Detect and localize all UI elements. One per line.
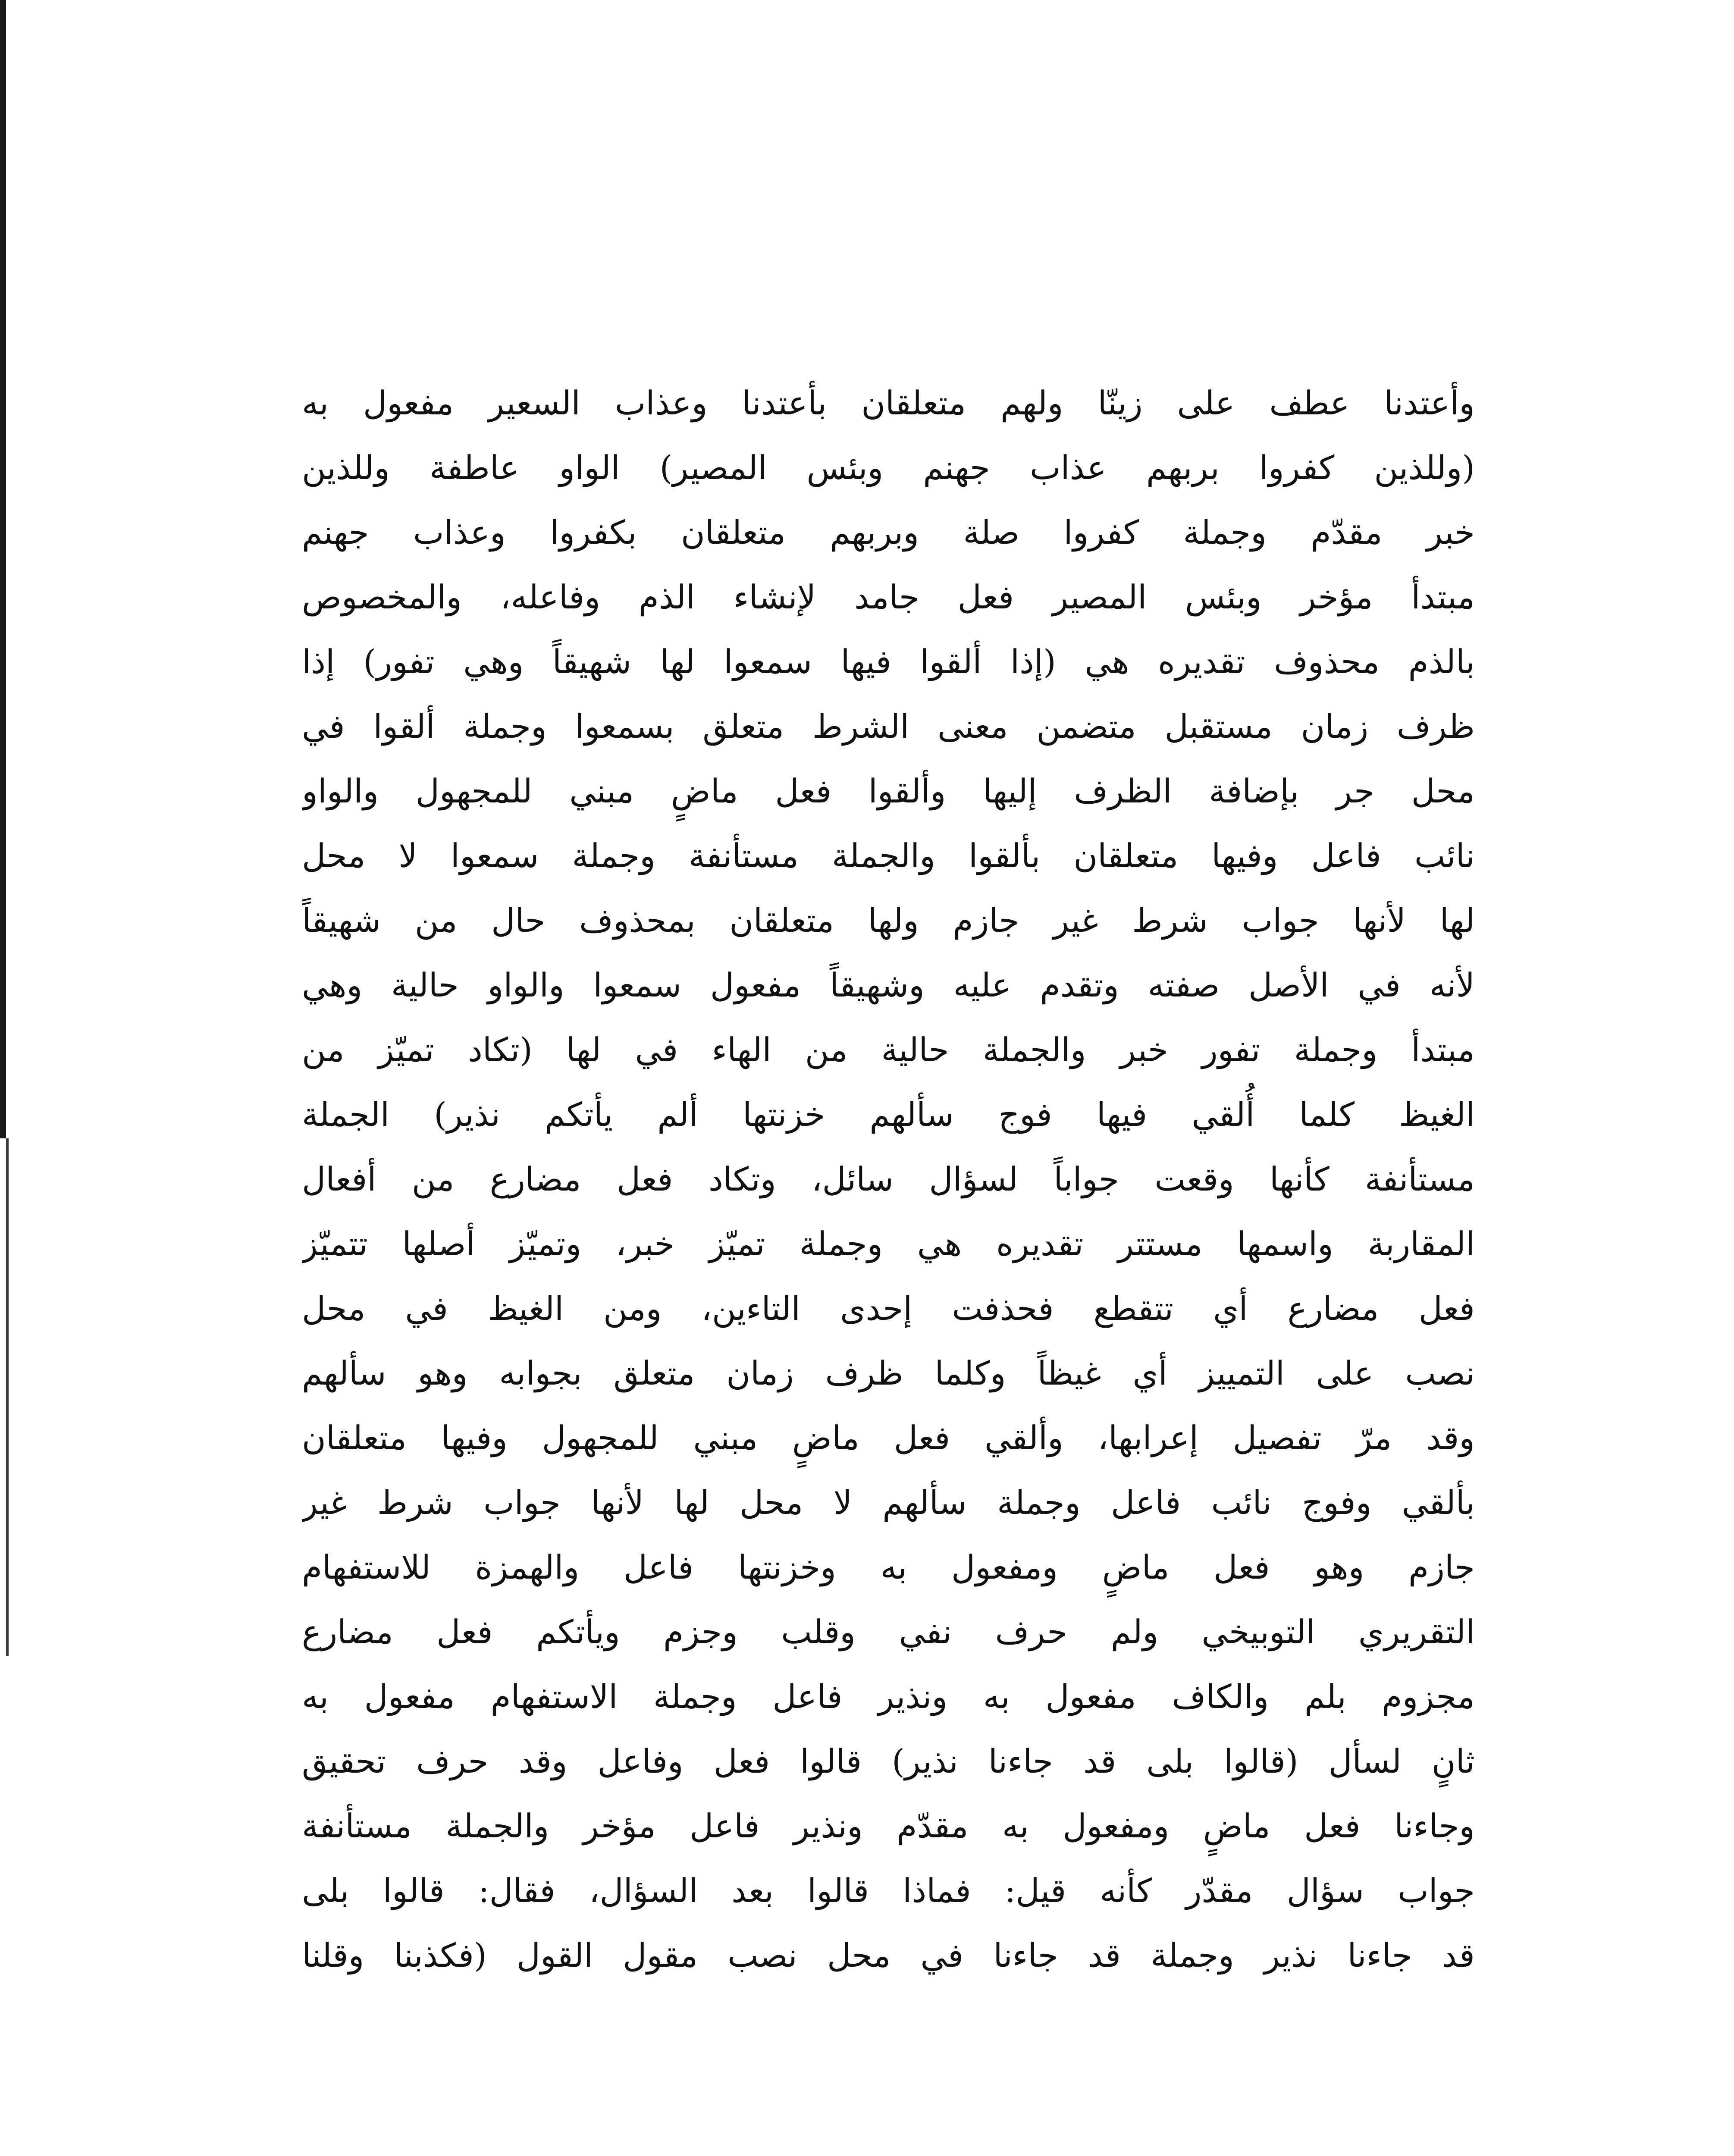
scan-edge-shadow	[6, 1138, 9, 1656]
text-line: خبر مقدّم وجملة كفروا صلة وبربهم متعلقان بكفروا وعذاب جهنم	[302, 513, 1475, 552]
text-line: (وللذين كفروا بربهم عذاب جهنم وبئس المصير) الواو عاطفة وللذين	[302, 448, 1475, 487]
text-line: نائب فاعل وفيها متعلقان بألقوا والجملة مستأنفة وجملة سمعوا لا محل	[302, 837, 1475, 875]
text-line: التقريري التوبيخي ولم حرف نفي وقلب وجزم ويأتكم فعل مضارع	[302, 1613, 1475, 1651]
text-line: لها لأنها جواب شرط غير جازم ولها متعلقان بمحذوف حال من شهيقاً	[302, 901, 1475, 940]
text-line: قد جاءنا نذير وجملة قد جاءنا في محل نصب مقول القول (فكذبنا وقلنا	[302, 1936, 1475, 1974]
text-line: مستأنفة كأنها وقعت جواباً لسؤال سائل، وتكاد فعل مضارع من أفعال	[302, 1160, 1475, 1198]
text-line: بألقي وفوج نائب فاعل وجملة سألهم لا محل لها لأنها جواب شرط غير	[302, 1483, 1475, 1522]
text-line: وأعتدنا عطف على زينّا ولهم متعلقان بأعتدنا وعذاب السعير مفعول به	[302, 384, 1475, 422]
text-line: الغيظ كلما أُلقي فيها فوج سألهم خزنتها ألم يأتكم نذير) الجملة	[302, 1095, 1475, 1134]
text-line: فعل مضارع أي تتقطع فحذفت إحدى التاءين، ومن الغيظ في محل	[302, 1289, 1475, 1328]
text-line: جازم وهو فعل ماضٍ ومفعول به وخزنتها فاعل والهمزة للاستفهام	[302, 1548, 1475, 1586]
text-line: جواب سؤال مقدّر كأنه قيل: فماذا قالوا بعد السؤال، فقال: قالوا بلى	[302, 1871, 1475, 1910]
scan-edge-left	[0, 0, 6, 1138]
text-line: محل جر بإضافة الظرف إليها وألقوا فعل ماضٍ مبني للمجهول والواو	[302, 772, 1475, 810]
text-line: ثانٍ لسأل (قالوا بلى قد جاءنا نذير) قالوا فعل وفاعل وقد حرف تحقيق	[302, 1742, 1475, 1780]
text-line: مبتدأ مؤخر وبئس المصير فعل جامد لإنشاء الذم وفاعله، والمخصوص	[302, 578, 1475, 616]
text-line: وجاءنا فعل ماضٍ ومفعول به مقدّم ونذير فاعل مؤخر والجملة مستأنفة	[302, 1807, 1475, 1845]
text-line: بالذم محذوف تقديره هي (إذا ألقوا فيها سمعوا لها شهيقاً وهي تفور) إذا	[302, 642, 1475, 681]
text-line: مبتدأ وجملة تفور خبر والجملة حالية من الهاء في لها (تكاد تميّز من	[302, 1031, 1475, 1069]
text-line: لأنه في الأصل صفته وتقدم عليه وشهيقاً مفعول سمعوا والواو حالية وهي	[302, 966, 1475, 1004]
text-line: ظرف زمان مستقبل متضمن معنى الشرط متعلق بسمعوا وجملة ألقوا في	[302, 707, 1475, 746]
text-line: مجزوم بلم والكاف مفعول به ونذير فاعل وجملة الاستفهام مفعول به	[302, 1677, 1475, 1716]
text-line: وقد مرّ تفصيل إعرابها، وألقي فعل ماضٍ مبني للمجهول وفيها متعلقان	[302, 1419, 1475, 1457]
text-line: نصب على التمييز أي غيظاً وكلما ظرف زمان متعلق بجوابه وهو سألهم	[302, 1354, 1475, 1392]
text-line: المقاربة واسمها مستتر تقديره هي وجملة تميّز خبر، وتميّز أصلها تتميّز	[302, 1225, 1475, 1263]
body-text	[302, 371, 1475, 1988]
